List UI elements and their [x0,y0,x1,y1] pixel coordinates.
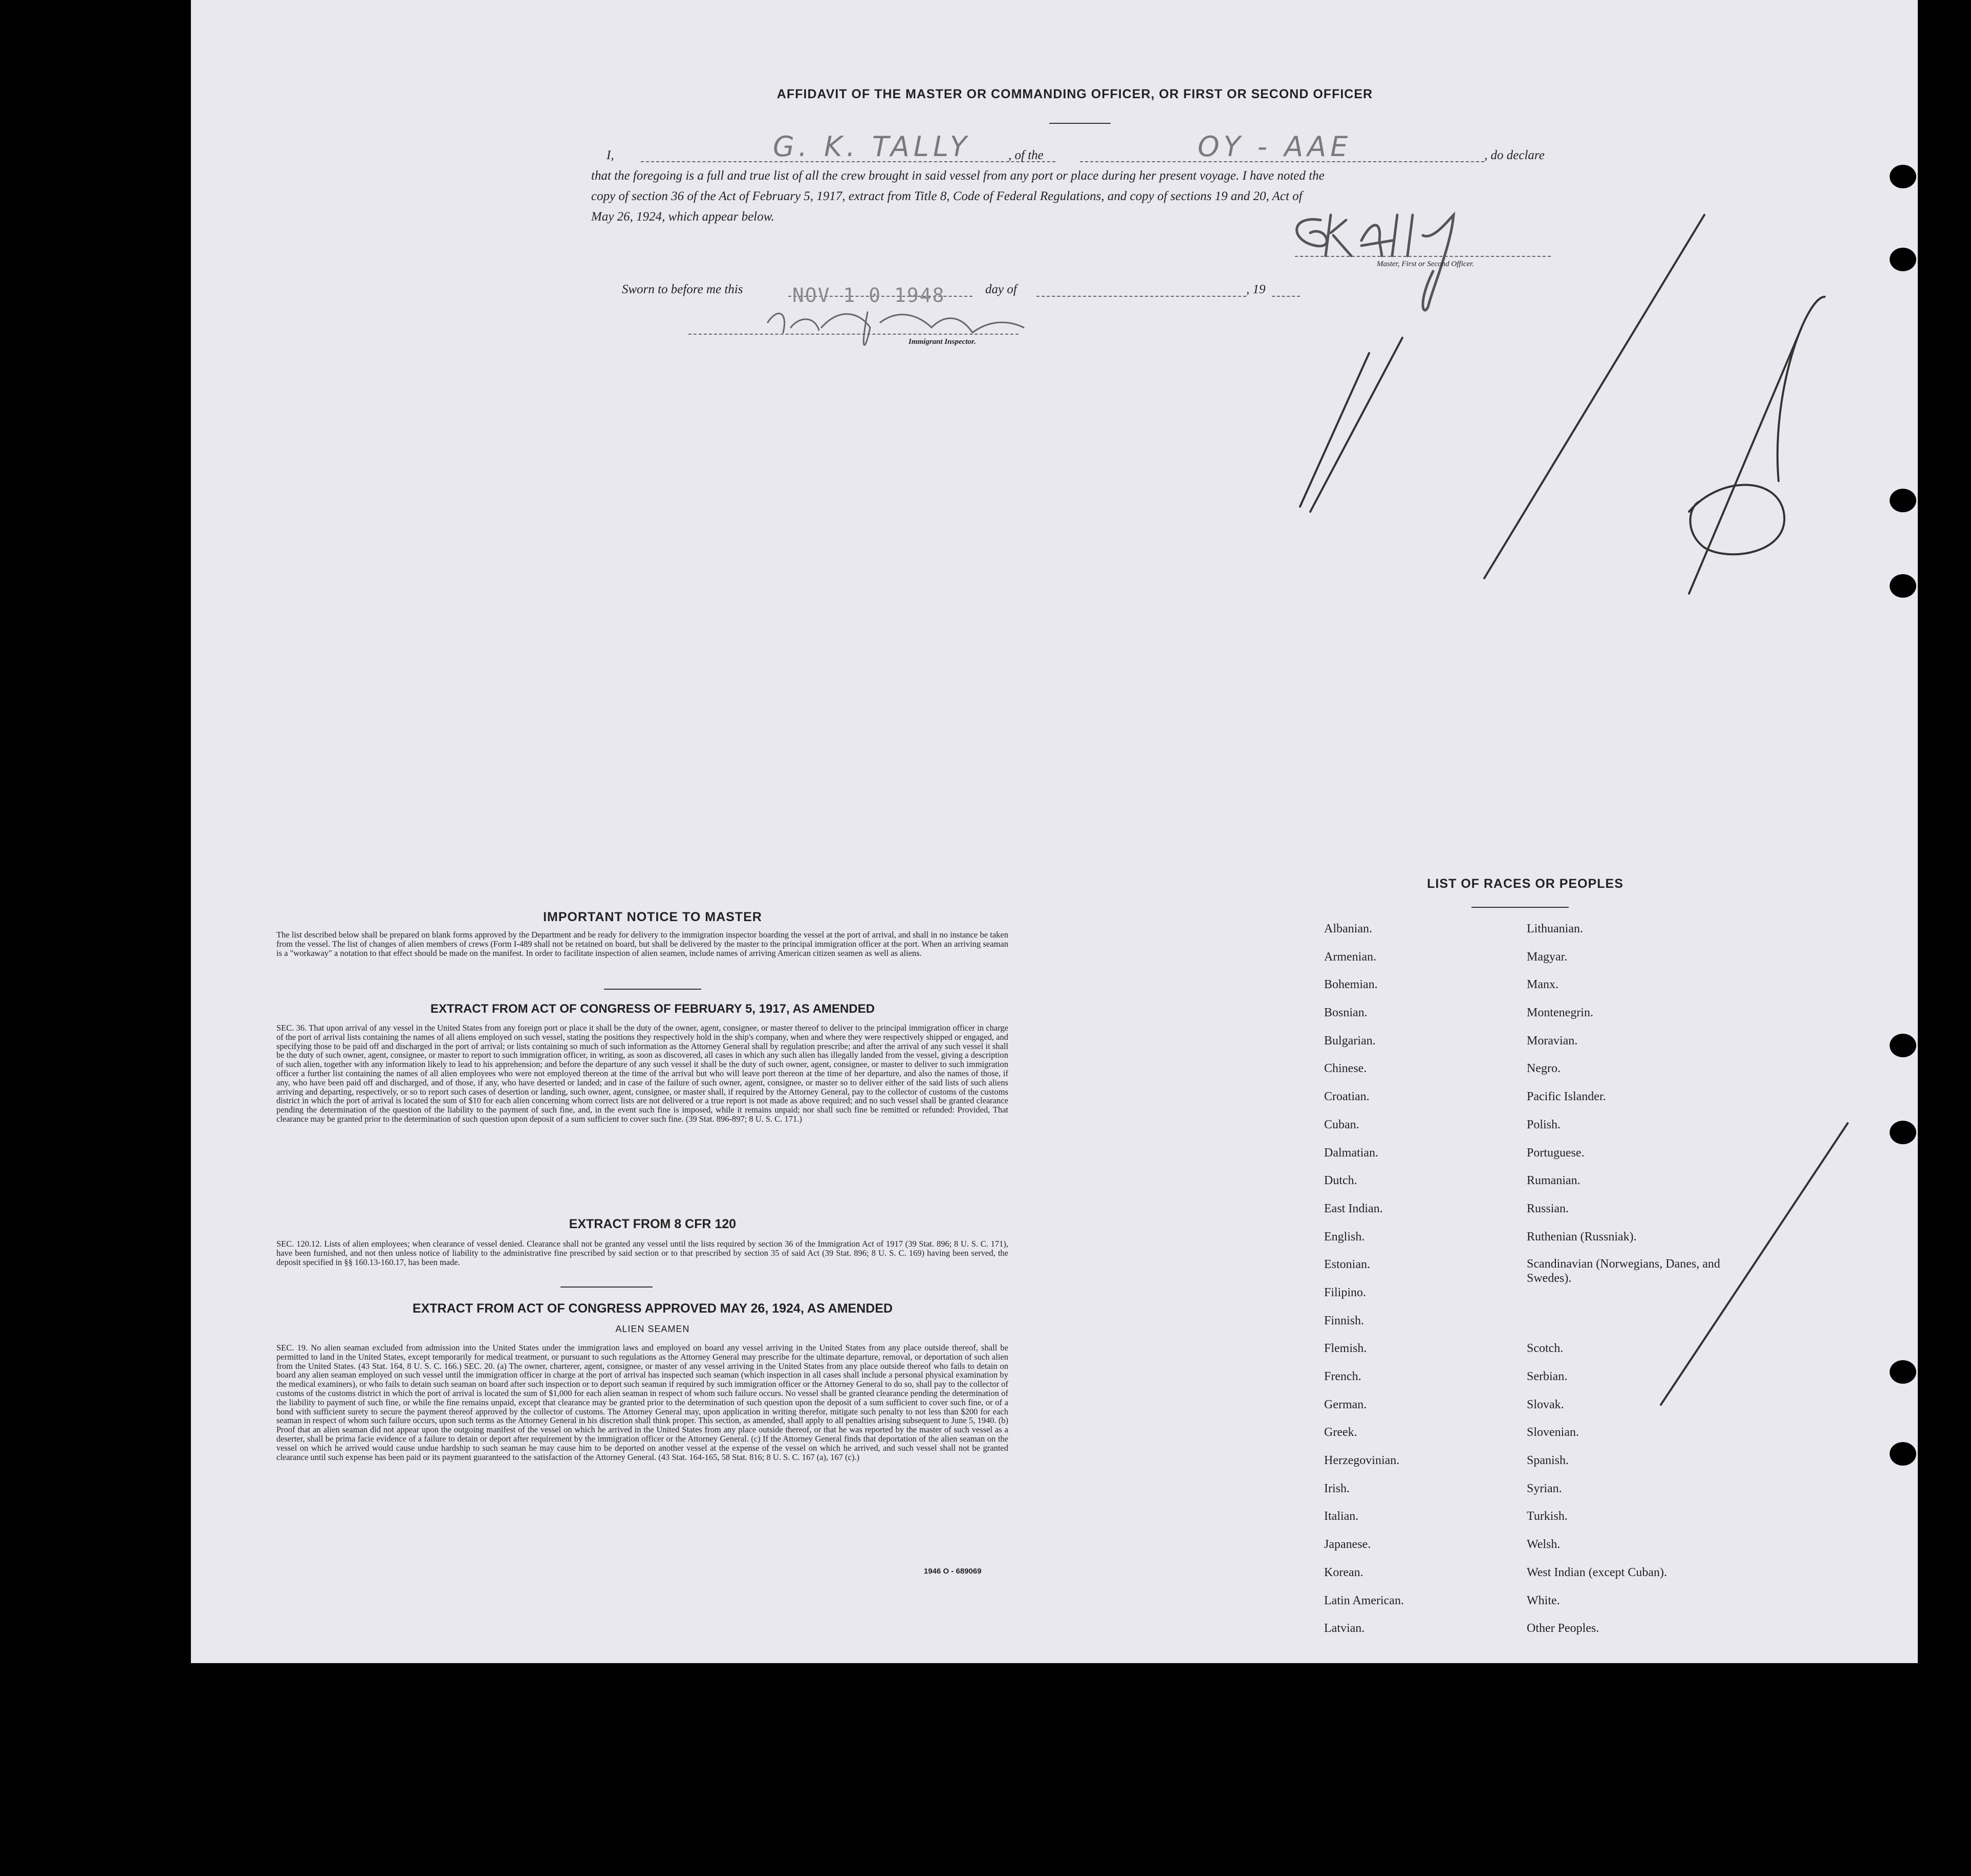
race-item: Scandinavian (Norwegians, Danes, and Swedes). [1527,1257,1720,1285]
race-item: Bosnian. [1324,1006,1368,1020]
race-item: Welsh. [1527,1538,1561,1552]
race-item: Spanish. [1527,1454,1569,1468]
day-of-label: day of [985,282,1017,296]
of-the-label: , of the [1008,148,1044,162]
race-item: Serbian. [1527,1370,1568,1384]
race-item: Albanian. [1324,922,1372,935]
race-item: Cuban. [1324,1118,1359,1131]
race-item: White. [1527,1594,1560,1607]
race-item: Greek. [1324,1426,1357,1439]
race-item [1527,1313,1721,1341]
print-code: 1946 O - 689069 [924,1567,982,1576]
race-item: Herzegovinian. [1324,1454,1400,1468]
race-item: Japanese. [1324,1538,1371,1552]
races-title: LIST OF RACES OR PEOPLES [1427,877,1623,891]
extract-1924-title: EXTRACT FROM ACT OF CONGRESS APPROVED MAY 26, 1924, AS AMENDED [412,1301,893,1316]
affidavit-i-label: I, [607,148,614,162]
race-item: Irish. [1324,1481,1350,1495]
race-item: Turkish. [1527,1510,1568,1523]
race-item: Pacific Islander. [1527,1090,1606,1104]
race-item: Lithuanian. [1527,922,1583,935]
race-item: Armenian. [1324,950,1376,964]
inspector-caption: Immigrant Inspector. [908,338,976,346]
race-item: Portuguese. [1527,1146,1585,1160]
race-item: Moravian. [1527,1034,1578,1048]
race-item: Chinese. [1324,1062,1367,1076]
race-item: German. [1324,1398,1367,1411]
race-item: East Indian. [1324,1202,1383,1215]
extract-1924-body: SEC. 19. No alien seaman excluded from admission into the United States under the immigration laws and employed on board any vessel arriving in the United States from any place outside thereof, shall be permitted to land in the United States, except temporarily for medical treatment, or pursuant to such regulations as the Attorney General may prescribe for the ultimate departure, removal, or deportation of such alien from the United States. (43 Stat. 164, 8 U. S. C. 166.) SEC. 20. (a) The owner, charterer, agent, consignee, or master of any vessel arriving in the United States from any place outside thereof who fails to detain on board any alien seaman employed on such vessel until the immigration officer in charge at the port of arrival has inspected such seaman (which inspection in all cases shall include a personal physical examination by the medical examiners), or who fails to detain such seaman on board after such inspection or to deport such seaman if required by such immigration officer or the Attorney General to do so, shall pay to the collector of customs of the customs district in which the port of arrival is located the sum of $1,000 for each alien seaman in respect of whom such failure occurs. No vessel shall be granted clearance pending the determination of the liability to payment of such fine, or while the fine remains unpaid, except that clearance may be granted prior to the determination of such question upon the deposit of a sum sufficient to cover such fine, or of a bond with sufficient surety to secure the payment thereof approved by the collector of customs. The Attorney General may, upon application in writing therefor, mitigate such penalty to not less than $200 for each seaman in respect of whom such failure occurs, upon such terms as the Attorney General in his discretion shall think proper. This section, as amended, shall apply to all penalties arising subsequent to June 5, 1940. (b) Proof that an alien seaman did not appear upon the outgoing manifest of the vessel on which he arrived in the United States from any place outside thereof, or that he was reported by the master of such vessel as a deserter, shall be prima facie evidence of a failure to detain or deport after requirement by the immigration officer or the Attorney General. (c) If the Attorney General finds that deportation of the alien seaman on the vessel on which he arrived would cause undue hardship to such seaman he may cause him to be deported on another vessel at the expense of the vessel on which he arrived, and such vessel shall not be granted clearance until such expense has been paid or its payment guaranteed to the satisfaction of the Attorney General. (43 Stat. 164-165, 58 Stat. 816; 8 U. S. C. 167 (a), 167 (c).) [276,1343,1008,1462]
sworn-label: Sworn to before me this [622,282,743,296]
notice-rule [604,989,701,990]
race-item: Finnish. [1324,1314,1364,1327]
vessel-name-handwritten: OY - AAE [1198,130,1352,163]
affidavit-line-4: May 26, 1924, which appear below. [591,210,774,224]
race-item: Filipino. [1324,1285,1367,1299]
day-of-line [1036,296,1246,297]
race-item: Manx. [1527,978,1558,992]
race-item: Slovak. [1527,1398,1564,1411]
extract-8cfr-title: EXTRACT FROM 8 CFR 120 [569,1217,737,1231]
signature-line [1295,256,1551,257]
race-item: Magyar. [1527,950,1568,964]
extract-1917-body: SEC. 36. That upon arrival of any vessel in the United States from any foreign port or place it shall be the duty of the owner, agent, consignee, or master thereof to deliver to the principal immigration officer in charge of the port of arrival lists containing the names of all aliens employed on such vessel, stating the positions they respectively hold in the ship's company, when and where they were respectively shipped or engaged, and specifying those to be paid off and discharged in the port of arrival; or lists containing so much of such information as the Attorney General shall by regulation prescribe; and after the arrival of any such vessel it shall be the duty of such owner, agent, consignee, or master to report to such immigration officer, in writing, as soon as discovered, all cases in which any such alien has illegally landed from the vessel, giving a description of such alien, together with any information likely to lead to his apprehension; and before the departure of any such vessel it shall be the duty of such owner, agent, consignee, or master to deliver to such immigration officer a further list containing the names of all alien employees who were not employed thereon at the time of the arrival but who will leave port thereon at the time of her departure, and also the names of those, if any, who have been paid off and discharged, and of those, if any, who have deserted or landed; and in case of the failure of such owner, agent, consignee, or master so to deliver either of the said lists of such aliens arriving and departing, respectively, or so to report such cases of desertion or landing, such owner, agent, consignee, or master shall, if required by the Attorney General, pay to the collector of customs of the customs district in which the port of arrival is located the sum of $10 for each alien concerning whom correct lists are not delivered or a true report is not made as above required; and no such vessel shall be granted clearance pending the determination of the question of the liability to the payment of such fine, and, in the event such fine is imposed, while it remains unpaid; nor shall such fine be remitted or refunded: Provided, That clearance may be granted prior to the determination of such question upon deposit of a sum sufficient to cover such fine. (39 Stat. 896-897; 8 U. S. C. 171.) [276,1023,1008,1124]
inspector-line [688,334,1019,335]
race-item: Slovenian. [1527,1426,1579,1439]
race-item: Negro. [1527,1062,1561,1076]
affidavit-line-3: copy of section 36 of the Act of February 5, 1917, extract from Title 8, Code of Federal Regulations, and copy of sections 19 and 20, Act of [591,189,1303,203]
inspector-signature [768,312,1024,345]
extract-rule [560,1286,653,1288]
notice-title: IMPORTANT NOTICE TO MASTER [543,910,762,924]
race-item: Ruthenian (Russniak). [1527,1230,1637,1244]
race-item: Korean. [1324,1565,1363,1579]
race-item: Bohemian. [1324,978,1378,992]
race-item: Rumanian. [1527,1174,1580,1188]
handwritten-mark-11-16 [1300,215,1825,594]
sworn-date-stamp: NOV 1 0 1948 [792,284,945,307]
extract-1917-title: EXTRACT FROM ACT OF CONGRESS OF FEBRUARY 5, 1917, AS AMENDED [430,1002,875,1016]
race-item: English. [1324,1230,1365,1244]
extract-8cfr-body: SEC. 120.12. Lists of alien employees; when clearance of vessel denied. Clearance shall not be granted any vessel until the lists required by section 36 of the Immigration Act of 1917 (39 Stat. 896; 8 U. S. C. 171), have been furnished, and not then unless notice of liability to the administrative fine prescribed by said section or to that prescribed by section 35 of said Act (39 Stat. 896; 8 U. S. C. 169) having been served, the deposit specified in §§ 160.13-160.17, has been made. [276,1239,1008,1267]
master-caption: Master, First or Second Officer. [1377,260,1474,268]
master-name-handwritten: G. K. TALLY [773,130,971,163]
race-item: Russian. [1527,1202,1569,1215]
race-item: Bulgarian. [1324,1034,1376,1048]
affidavit-title: AFFIDAVIT OF THE MASTER OR COMMANDING OFFICER, OR FIRST OR SECOND OFFICER [776,87,1373,101]
race-item: Polish. [1527,1118,1561,1131]
race-item: Dalmatian. [1324,1146,1378,1160]
do-declare-label: , do declare [1484,148,1545,162]
races-rule [1471,907,1569,908]
race-item: Latvian. [1324,1622,1365,1635]
race-item: Estonian. [1324,1258,1370,1272]
race-item: Italian. [1324,1510,1359,1523]
year-line [1272,296,1300,297]
races-right-column [1527,921,1721,1649]
race-item: French. [1324,1370,1361,1383]
race-item: West Indian (except Cuban). [1527,1565,1667,1579]
affidavit-line-2: that the foregoing is a full and true list of all the crew brought in said vessel from any port or place during her present voyage. I have noted the [591,169,1325,183]
race-item: Syrian. [1527,1481,1562,1495]
notice-body: The list described below shall be prepared on blank forms approved by the Department and be ready for delivery to the immigration inspector boarding the vessel at the port of arrival, and shall in no instance be taken from the vessel. The list of changes of alien members of crews (Form I-489 shall not be retained on board, but shall be delivered by the master to the principal immigration officer at the port. When an arriving seaman is a "workaway" a notation to that effect should be made on the manifest. In order to facilitate inspection of alien seamen, include names of arriving American citizen seamen as well as aliens. [276,930,1008,958]
race-item: Other Peoples. [1527,1622,1599,1635]
race-item: Croatian. [1324,1090,1370,1104]
race-item: Scotch. [1527,1342,1564,1356]
race-item: Flemish. [1324,1342,1367,1356]
races-left-column [1324,921,1508,1649]
race-item: Latin American. [1324,1594,1404,1607]
race-item: Dutch. [1324,1174,1357,1188]
race-item: Montenegrin. [1527,1006,1593,1020]
year-label: , 19 [1246,282,1266,296]
extract-1924-subtitle: ALIEN SEAMEN [615,1324,690,1334]
